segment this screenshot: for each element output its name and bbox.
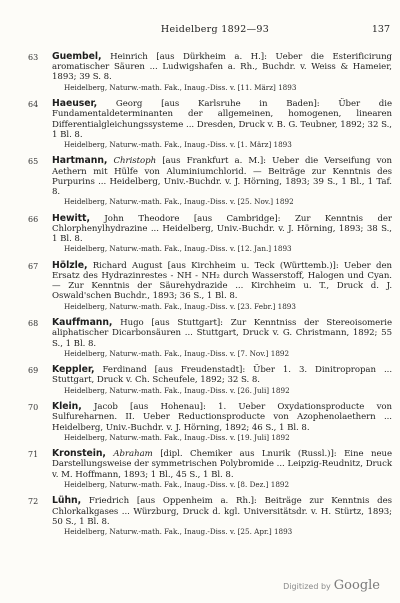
entry-number: 72 (28, 497, 39, 507)
entry-text (52, 318, 392, 349)
entry-body: [aus Dürkheim a. H.]: Ueber die Esterificirung aromatischer Säuren ... Ludwigshafen a. Rh., Buchdr. v. Weiss & Hameier, 1893; 39 S. 8. (52, 52, 392, 83)
entry-number: 69 (28, 366, 39, 376)
dissertation-entry (28, 99, 392, 149)
dissertation-entry (28, 261, 392, 311)
digitized-by-label: Digitized by (283, 582, 331, 591)
dissertation-entry (28, 365, 392, 394)
author-surname: Hartmann, (52, 155, 108, 167)
entry-dissertation-note: Heidelberg, Naturw.-math. Fak., Inaug.-Diss. v. [25. Apr.] 1893 (64, 527, 293, 536)
author-given-name: Richard August (92, 260, 163, 271)
entry-body: [dipl. Chemiker aus Lnurik (Russl.)]: Eine neue Darstellungsweise der symmetrischen Polybromide ... Leipzig-Reudnitz, Druck v. M. Hoffmann, 1893; 1 Bl., 45 S., 1 Bl. 8. (52, 449, 392, 480)
entry-body: [aus Frankfurt a. M.]: Ueber die Verseifung von Aethern mit Hülfe von Aluminiumchlorid. — Beiträge zur Kenntnis des Purpurins ... Heidelberg, Univ.-Buchdr. v. J. Hörning, 1893; 39 S., 1 Bl., 1 Taf. 8. (52, 156, 392, 198)
author-given-name: Heinrich (110, 52, 148, 62)
entry-text (52, 52, 392, 83)
author-given-name: Abraham (113, 449, 153, 460)
dissertation-list (28, 52, 392, 544)
entry-body: [aus Karlsruhe in Baden]: Über die Fundamentaldeterminanten der allgemeinen, homogenen, linearen Differentialgleichungssysteme ... Dresden, Druck v. B. G. Teubner, 1892; 32 S., 1 Bl. 8. (52, 99, 392, 140)
entry-dissertation-note: Heidelberg, Naturw.-math. Fak., Inaug.-Diss. v. [7. Nov.] 1892 (64, 348, 290, 358)
entry-body: [aus Oppenheim a. Rh.]: Beiträge zur Kenntnis des Chlorkalkgases ... Würzburg, Druck d. kgl. Universitätsdr. v. H. Stürtz, 1893; 50 S., 1 Bl. 8. (52, 496, 393, 527)
dissertation-entry (28, 496, 392, 536)
dissertation-entry (28, 449, 392, 489)
entry-body: [aus Hohenau]: 1. Ueber Oxydationsproducte von Sulfureharnen. II. Ueber Reductionsproducte von Azophenolaethern ... Heidelberg, Univ.-Buchdr. v. J. Hörning, 1892; 46 S., 1 Bl. 8. (52, 402, 392, 433)
author-given-name: Hugo (120, 318, 144, 329)
entry-text (52, 214, 392, 245)
entry-number: 63 (28, 53, 39, 62)
author-surname: Klein, (52, 401, 82, 413)
running-head (40, 24, 390, 38)
author-surname: Hölzle, (52, 259, 88, 271)
dissertation-entry (28, 318, 392, 358)
entry-number: 68 (28, 319, 39, 329)
entry-dissertation-note: Heidelberg, Naturw.-math. Fak., Inaug.-Diss. v. [26. Juli] 1892 (64, 385, 290, 395)
author-given-name: Friedrich (88, 496, 130, 507)
page-number: 137 (371, 24, 390, 35)
author-surname: Kauffmann, (52, 317, 113, 329)
entry-text (52, 496, 392, 527)
entry-dissertation-note: Heidelberg, Naturw.-math. Fak., Inaug.-Diss. v. [1. März] 1893 (64, 139, 292, 149)
author-surname: Haeuser, (52, 98, 98, 110)
entry-dissertation-note: Heidelberg, Naturw.-math. Fak., Inaug.-Diss. v. [11. März] 1893 (64, 82, 297, 92)
dissertation-entry (28, 214, 392, 254)
author-surname: Guembel, (52, 51, 102, 62)
entry-text (52, 99, 392, 140)
entry-text (52, 261, 392, 302)
author-surname: Kronstein, (52, 448, 106, 460)
author-given-name: Ferdinand (102, 365, 147, 376)
author-surname: Hewitt, (52, 212, 90, 224)
author-given-name: Christoph (113, 156, 157, 167)
google-logo: Google (333, 578, 380, 593)
entry-text (52, 365, 392, 385)
dissertation-entry (28, 156, 392, 206)
running-head-title: Heidelberg 1892—93 (160, 24, 270, 35)
author-given-name: Jacob (93, 402, 118, 413)
author-given-name: John Theodore (104, 213, 180, 224)
entry-body: [aus Freudenstadt]: Über 1. 3. Dinitropropan ... Stuttgart, Druck v. Ch. Scheufele, 1892; 32 S. 8. (52, 365, 392, 386)
author-surname: Lühn, (52, 495, 82, 507)
entry-body: [aus Kirchheim u. Teck (Württemb.)]: Ueber den Ersatz des Hydrazinrestes - NH - NH₂ durch Wasserstoff, Halogen und Cyan. — Zur Kenntnis der Säurehydrazide ... Kirchheim u. T., Druck d. J. Oswald'schen Buchdr., 1893; 36 S., 1 Bl. 8. (52, 260, 392, 302)
entry-number: 67 (28, 261, 39, 271)
entry-body: [aus Stuttgart]: Zur Kenntniss der Stereoisomerie aliphatischer Dicarbonsäuren ... Stuttgart, Druck v. G. Christmann, 1892; 55 S., 1 Bl. 8. (52, 318, 392, 349)
entry-dissertation-note: Heidelberg, Naturw.-math. Fak., Inaug.-Diss. v. [12. Jan.] 1893 (64, 244, 292, 254)
entry-text (52, 449, 392, 480)
author-surname: Keppler, (52, 364, 95, 376)
digitized-by-watermark (283, 578, 380, 593)
entry-number: 65 (28, 157, 39, 167)
entry-text (52, 156, 392, 197)
entry-number: 70 (28, 403, 39, 413)
dissertation-entry (28, 52, 392, 92)
dissertation-entry (28, 402, 392, 442)
entry-text (52, 402, 392, 433)
entry-number: 71 (28, 450, 39, 460)
entry-dissertation-note: Heidelberg, Naturw.-math. Fak., Inaug.-Diss. v. [19. Juli] 1892 (64, 432, 290, 442)
entry-dissertation-note: Heidelberg, Naturw.-math. Fak., Inaug.-Diss. v. [23. Febr.] 1893 (64, 301, 296, 311)
entry-body: [aus Cambridge]: Zur Kenntnis der Chlorphenylhydrazine ... Heidelberg, Univ.-Buchdr. v. J. Hörning, 1893; 38 S., 1 Bl. 8. (52, 213, 392, 245)
entry-dissertation-note: Heidelberg, Naturw.-math. Fak., Inaug.-Diss. v. [25. Nov.] 1892 (64, 197, 294, 207)
entry-number: 66 (28, 214, 39, 224)
author-given-name: Georg (115, 99, 143, 110)
entry-number: 64 (28, 100, 39, 110)
entry-dissertation-note: Heidelberg, Naturw.-math. Fak., Inaug.-Diss. v. [8. Dez.] 1892 (64, 479, 290, 489)
